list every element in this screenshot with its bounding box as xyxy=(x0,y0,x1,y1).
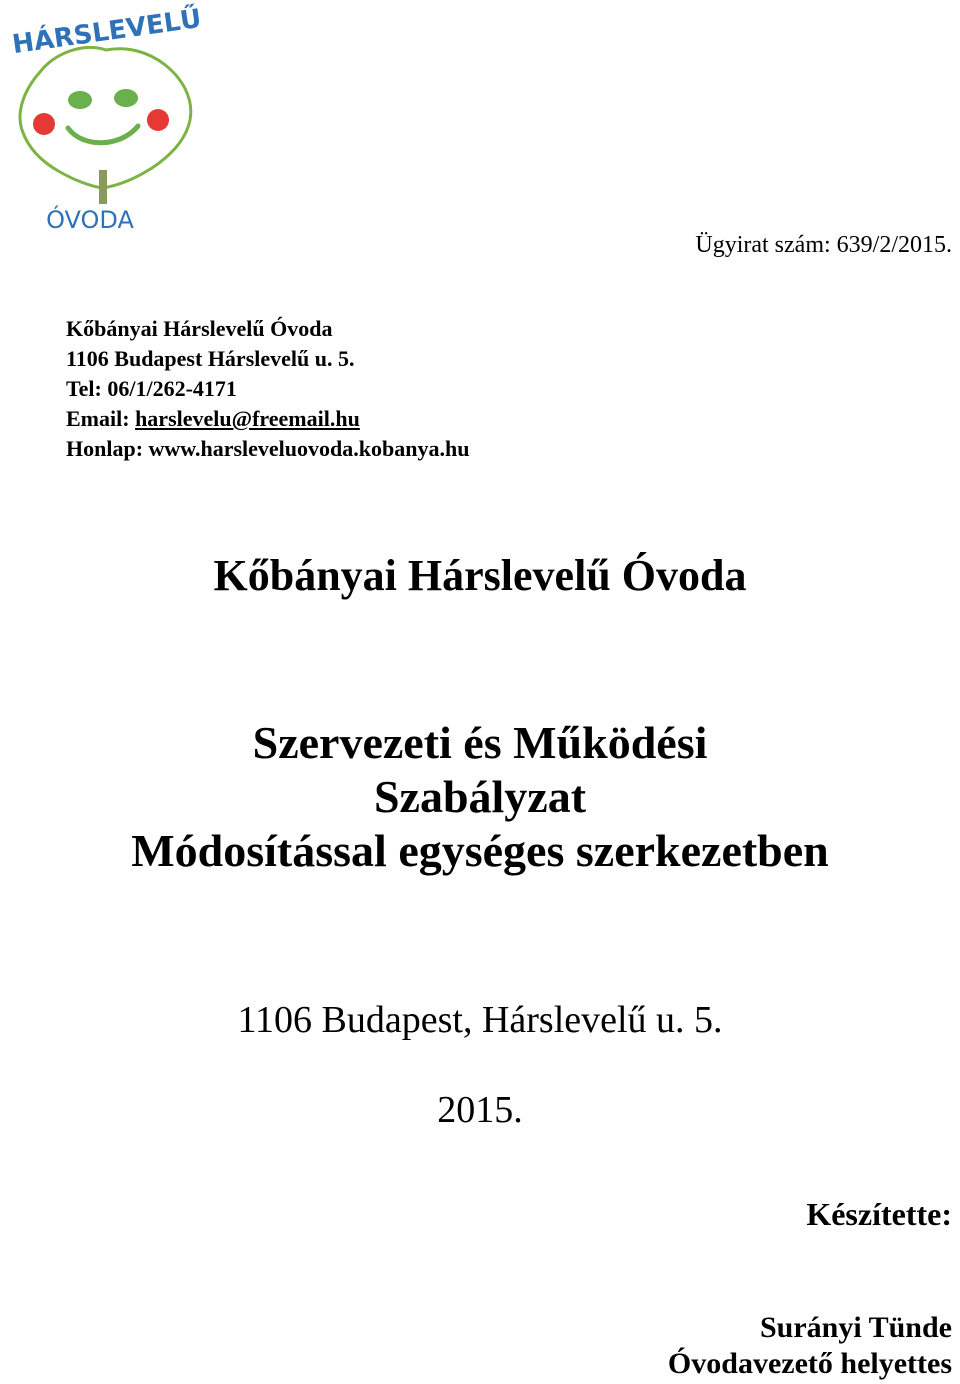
org-address: 1106 Budapest Hárslevelű u. 5. xyxy=(66,346,355,371)
document-title xyxy=(0,716,960,878)
main-organization-title: Kőbányai Hárslevelű Óvoda xyxy=(213,551,747,600)
left-cheek xyxy=(33,113,55,135)
right-eye xyxy=(114,89,138,107)
email-link[interactable]: harslevelu@freemail.hu xyxy=(135,406,360,431)
right-cheek xyxy=(147,109,169,131)
title-line-1: Szervezeti és Működési xyxy=(252,717,708,768)
organization-contact-block xyxy=(66,314,469,464)
document-year: 2015. xyxy=(437,1089,523,1131)
city-address: 1106 Budapest, Hárslevelű u. 5. xyxy=(237,999,723,1041)
signer-block xyxy=(668,1310,952,1382)
title-line-2: Szabályzat xyxy=(373,771,587,822)
prepared-by-label: Készítette: xyxy=(806,1196,952,1232)
org-email-line xyxy=(66,404,469,434)
tree-trunk xyxy=(99,170,107,204)
title-line-3: Módosítással egységes szerkezetben xyxy=(131,825,829,876)
signer-name: Surányi Tünde xyxy=(759,1311,952,1344)
case-number: Ügyirat szám: 639/2/2015. xyxy=(695,232,952,258)
org-phone: Tel: 06/1/262-4171 xyxy=(66,376,237,401)
email-label: Email: xyxy=(66,406,136,431)
logo-bottom-text: ÓVODA xyxy=(46,206,134,234)
org-website: Honlap: www.harsleveluovoda.kobanya.hu xyxy=(66,436,470,461)
signer-role: Óvodavezető helyettes xyxy=(667,1347,952,1380)
left-eye xyxy=(68,91,92,109)
org-name: Kőbányai Hárslevelű Óvoda xyxy=(66,316,333,341)
logo-top-text: HÁRSLEVELŰ xyxy=(10,3,204,61)
smile xyxy=(68,126,138,143)
kindergarten-logo xyxy=(2,2,220,238)
